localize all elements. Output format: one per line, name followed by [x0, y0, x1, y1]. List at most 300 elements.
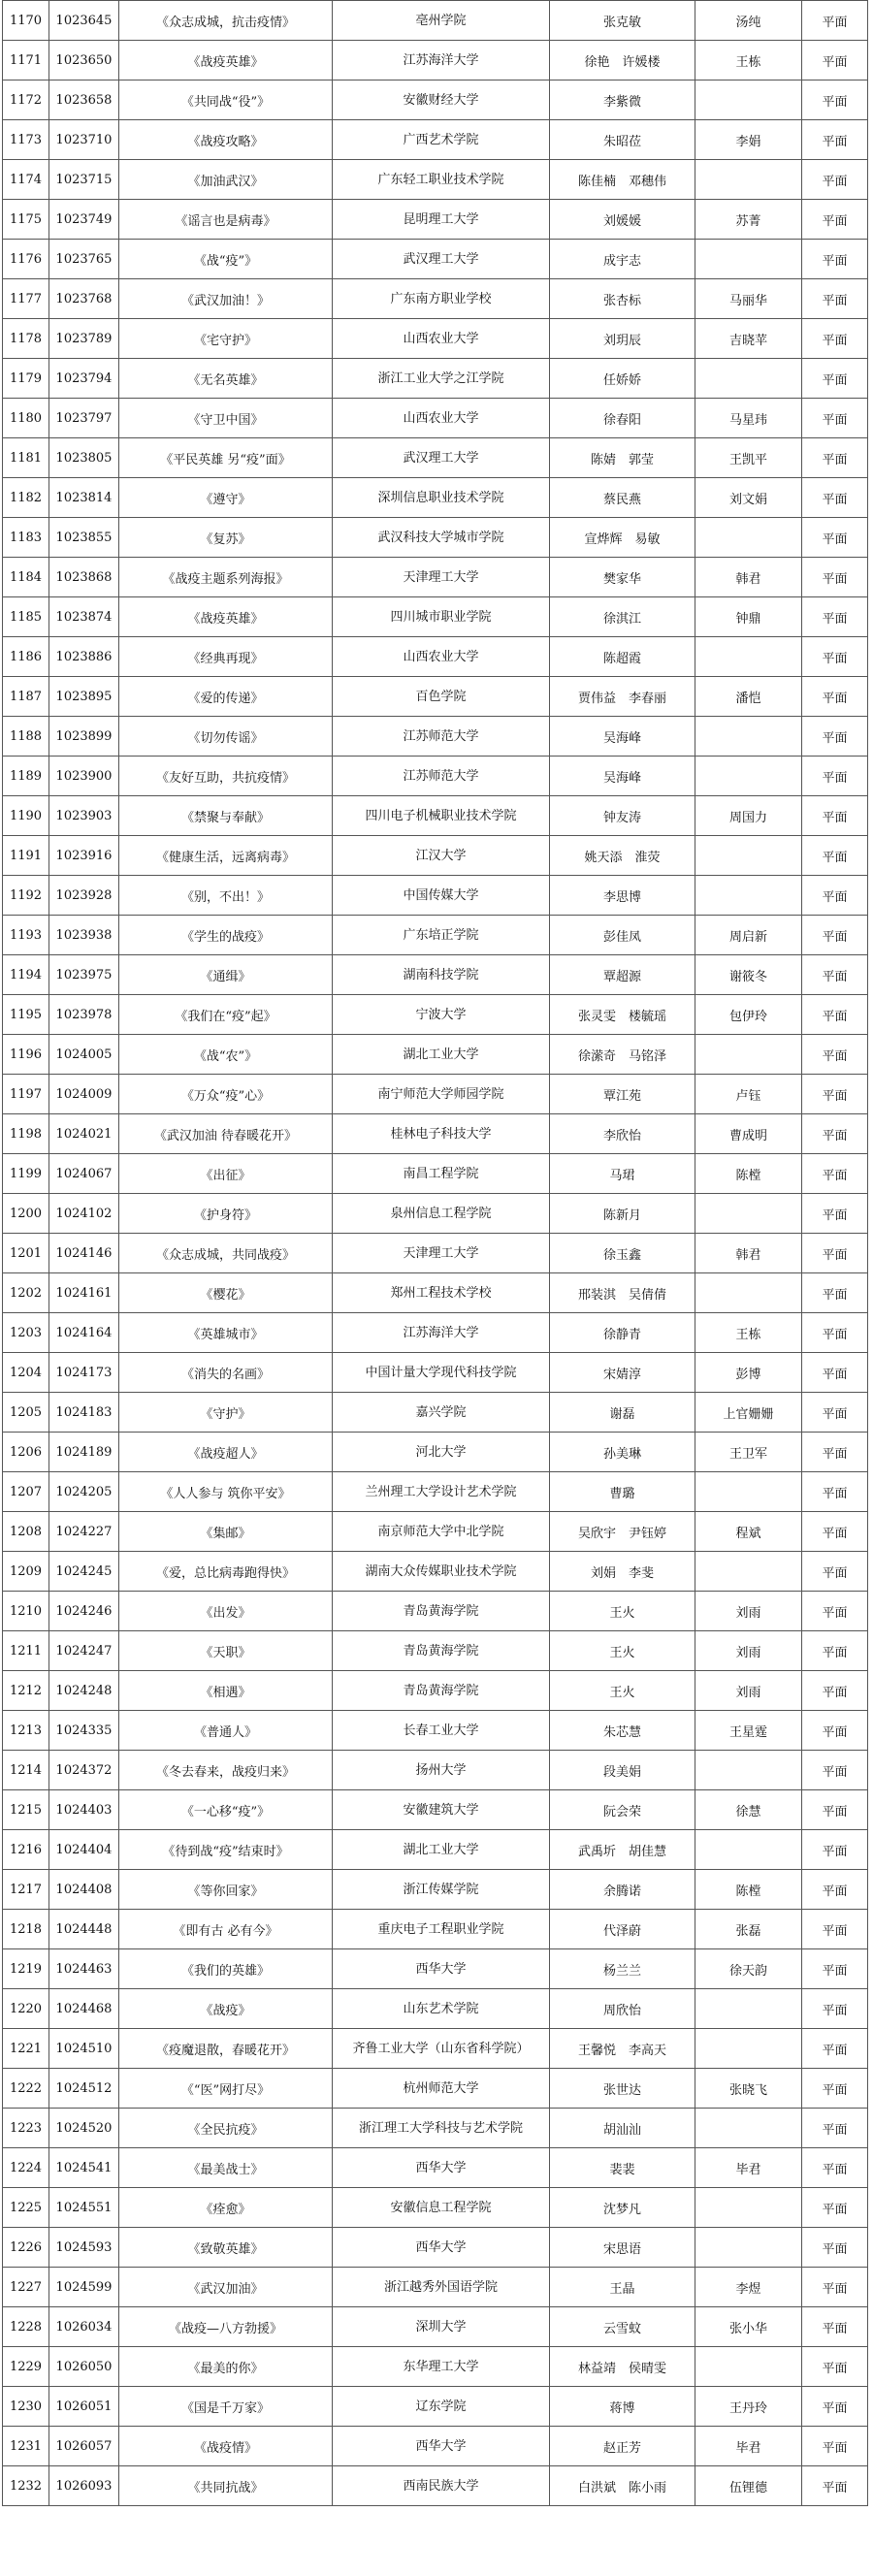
school-cell: 长春工业大学: [333, 1711, 550, 1751]
table-row: [3, 438, 868, 478]
row-number-cell: 1199: [3, 1154, 49, 1194]
tutor-cell: 刘雨: [695, 1592, 802, 1631]
school-cell: 湖北工业大学: [333, 1035, 550, 1075]
work-title-cell: 《待到战“疫”结束时》: [119, 1830, 333, 1870]
work-id-cell: 1024009: [49, 1075, 119, 1114]
category-cell: 平面: [802, 677, 868, 717]
school-cell: 青岛黄海学院: [333, 1592, 550, 1631]
work-title-cell: 《众志成城，抗击疫情》: [119, 1, 333, 41]
category-cell: 平面: [802, 160, 868, 200]
authors-cell: 武禹圻 胡佳慧: [550, 1830, 695, 1870]
table-row: [3, 1353, 868, 1393]
row-number-cell: 1217: [3, 1870, 49, 1910]
authors-cell: 刘媛媛: [550, 200, 695, 240]
category-cell: 平面: [802, 120, 868, 160]
table-row: [3, 1989, 868, 2029]
authors-cell: 刘玥辰: [550, 319, 695, 359]
work-id-cell: 1024246: [49, 1592, 119, 1631]
category-cell: 平面: [802, 995, 868, 1035]
tutor-cell: [695, 836, 802, 876]
category-cell: 平面: [802, 757, 868, 796]
authors-cell: 林益靖 侯晴雯: [550, 2347, 695, 2387]
category-cell: 平面: [802, 1949, 868, 1989]
category-cell: 平面: [802, 1393, 868, 1433]
work-title-cell: 《通缉》: [119, 955, 333, 995]
authors-cell: 朱芯慧: [550, 1711, 695, 1751]
row-number-cell: 1197: [3, 1075, 49, 1114]
work-title-cell: 《英雄城市》: [119, 1313, 333, 1353]
row-number-cell: 1202: [3, 1273, 49, 1313]
authors-cell: 吴海峰: [550, 717, 695, 757]
school-cell: 天津理工大学: [333, 558, 550, 597]
table-row: [3, 757, 868, 796]
row-number-cell: 1227: [3, 2268, 49, 2307]
tutor-cell: [695, 876, 802, 916]
row-number-cell: 1200: [3, 1194, 49, 1234]
school-cell: 亳州学院: [333, 1, 550, 41]
school-cell: 湖北工业大学: [333, 1830, 550, 1870]
work-title-cell: 《战疫》: [119, 1989, 333, 2029]
work-id-cell: 1023650: [49, 41, 119, 80]
category-cell: 平面: [802, 2148, 868, 2188]
tutor-cell: 王丹玲: [695, 2387, 802, 2427]
work-title-cell: 《我们的英雄》: [119, 1949, 333, 1989]
tutor-cell: 卢钰: [695, 1075, 802, 1114]
authors-cell: 覃超源: [550, 955, 695, 995]
category-cell: 平面: [802, 478, 868, 518]
school-cell: 广东南方职业学校: [333, 279, 550, 319]
category-cell: 平面: [802, 796, 868, 836]
table-row: [3, 2069, 868, 2109]
tutor-cell: 张晓飞: [695, 2069, 802, 2109]
work-id-cell: 1023645: [49, 1, 119, 41]
table-row: [3, 478, 868, 518]
work-id-cell: 1023899: [49, 717, 119, 757]
row-number-cell: 1171: [3, 41, 49, 80]
table-row: [3, 1114, 868, 1154]
tutor-cell: 李娟: [695, 120, 802, 160]
category-cell: 平面: [802, 1114, 868, 1154]
school-cell: 四川电子机械职业技术学院: [333, 796, 550, 836]
table-row: [3, 637, 868, 677]
authors-cell: 王火: [550, 1631, 695, 1671]
tutor-cell: 周启新: [695, 916, 802, 955]
category-cell: 平面: [802, 836, 868, 876]
authors-cell: 王晶: [550, 2268, 695, 2307]
work-id-cell: 1023978: [49, 995, 119, 1035]
school-cell: 安徽信息工程学院: [333, 2188, 550, 2228]
category-cell: 平面: [802, 1989, 868, 2029]
row-number-cell: 1177: [3, 279, 49, 319]
table-row: [3, 1234, 868, 1273]
work-title-cell: 《等你回家》: [119, 1870, 333, 1910]
work-id-cell: 1024161: [49, 1273, 119, 1313]
work-id-cell: 1024372: [49, 1751, 119, 1790]
category-cell: 平面: [802, 2029, 868, 2069]
work-id-cell: 1024510: [49, 2029, 119, 2069]
authors-cell: 谢磊: [550, 1393, 695, 1433]
category-cell: 平面: [802, 319, 868, 359]
table-row: [3, 2109, 868, 2148]
school-cell: 安徽财经大学: [333, 80, 550, 120]
tutor-cell: [695, 637, 802, 677]
category-cell: 平面: [802, 558, 868, 597]
tutor-cell: [695, 2347, 802, 2387]
school-cell: 广东轻工职业技术学院: [333, 160, 550, 200]
work-title-cell: 《共同抗战》: [119, 2466, 333, 2506]
work-title-cell: 《平民英雄 另“疫”面》: [119, 438, 333, 478]
tutor-cell: [695, 1273, 802, 1313]
work-id-cell: 1026093: [49, 2466, 119, 2506]
row-number-cell: 1229: [3, 2347, 49, 2387]
work-id-cell: 1024173: [49, 1353, 119, 1393]
row-number-cell: 1220: [3, 1989, 49, 2029]
table-row: [3, 876, 868, 916]
authors-cell: 吴欣宇 尹钰婷: [550, 1512, 695, 1552]
row-number-cell: 1195: [3, 995, 49, 1035]
category-cell: 平面: [802, 2069, 868, 2109]
table-row: [3, 1830, 868, 1870]
tutor-cell: 上官姗姗: [695, 1393, 802, 1433]
award-table-body: [3, 1, 868, 2506]
table-row: [3, 677, 868, 717]
authors-cell: 宣烨辉 易敏: [550, 518, 695, 558]
tutor-cell: 陈樘: [695, 1154, 802, 1194]
tutor-cell: [695, 1194, 802, 1234]
authors-cell: 陈新月: [550, 1194, 695, 1234]
work-title-cell: 《国是千万家》: [119, 2387, 333, 2427]
row-number-cell: 1223: [3, 2109, 49, 2148]
work-id-cell: 1023749: [49, 200, 119, 240]
work-title-cell: 《樱花》: [119, 1273, 333, 1313]
school-cell: 江苏师范大学: [333, 757, 550, 796]
tutor-cell: [695, 80, 802, 120]
work-id-cell: 1023814: [49, 478, 119, 518]
category-cell: 平面: [802, 1075, 868, 1114]
award-table: [2, 0, 868, 2506]
category-cell: 平面: [802, 80, 868, 120]
work-title-cell: 《战“疫”》: [119, 240, 333, 279]
table-row: [3, 1154, 868, 1194]
category-cell: 平面: [802, 1035, 868, 1075]
authors-cell: 余腾诺: [550, 1870, 695, 1910]
table-row: [3, 955, 868, 995]
work-id-cell: 1024512: [49, 2069, 119, 2109]
school-cell: 重庆电子工程职业学院: [333, 1910, 550, 1949]
work-id-cell: 1026051: [49, 2387, 119, 2427]
authors-cell: 阮会荣: [550, 1790, 695, 1830]
row-number-cell: 1196: [3, 1035, 49, 1075]
row-number-cell: 1198: [3, 1114, 49, 1154]
table-row: [3, 597, 868, 637]
authors-cell: 张灵雯 楼毓瑶: [550, 995, 695, 1035]
row-number-cell: 1174: [3, 160, 49, 200]
school-cell: 安徽建筑大学: [333, 1790, 550, 1830]
work-title-cell: 《即有古 必有今》: [119, 1910, 333, 1949]
category-cell: 平面: [802, 1472, 868, 1512]
row-number-cell: 1205: [3, 1393, 49, 1433]
table-row: [3, 1313, 868, 1353]
authors-cell: 马珺: [550, 1154, 695, 1194]
school-cell: 郑州工程技术学校: [333, 1273, 550, 1313]
school-cell: 兰州理工大学设计艺术学院: [333, 1472, 550, 1512]
work-id-cell: 1024468: [49, 1989, 119, 2029]
tutor-cell: 毕君: [695, 2148, 802, 2188]
authors-cell: 白洪斌 陈小雨: [550, 2466, 695, 2506]
category-cell: 平面: [802, 2347, 868, 2387]
work-id-cell: 1023874: [49, 597, 119, 637]
category-cell: 平面: [802, 955, 868, 995]
category-cell: 平面: [802, 597, 868, 637]
table-row: [3, 1870, 868, 1910]
school-cell: 江苏师范大学: [333, 717, 550, 757]
school-cell: 山西农业大学: [333, 637, 550, 677]
school-cell: 湖南大众传媒职业技术学院: [333, 1552, 550, 1592]
authors-cell: 周欣怡: [550, 1989, 695, 2029]
work-id-cell: 1023797: [49, 399, 119, 438]
tutor-cell: 王栋: [695, 1313, 802, 1353]
work-title-cell: 《守护》: [119, 1393, 333, 1433]
authors-cell: 孙美琳: [550, 1433, 695, 1472]
category-cell: 平面: [802, 1830, 868, 1870]
tutor-cell: [695, 160, 802, 200]
school-cell: 桂林电子科技大学: [333, 1114, 550, 1154]
category-cell: 平面: [802, 1154, 868, 1194]
authors-cell: 云雪蚊: [550, 2307, 695, 2347]
work-id-cell: 1024205: [49, 1472, 119, 1512]
work-id-cell: 1023855: [49, 518, 119, 558]
work-id-cell: 1024599: [49, 2268, 119, 2307]
tutor-cell: [695, 1751, 802, 1790]
authors-cell: 代泽蔚: [550, 1910, 695, 1949]
row-number-cell: 1210: [3, 1592, 49, 1631]
school-cell: 武汉理工大学: [333, 438, 550, 478]
category-cell: 平面: [802, 359, 868, 399]
table-row: [3, 1949, 868, 1989]
row-number-cell: 1228: [3, 2307, 49, 2347]
table-row: [3, 518, 868, 558]
row-number-cell: 1209: [3, 1552, 49, 1592]
work-title-cell: 《最美战士》: [119, 2148, 333, 2188]
tutor-cell: 刘雨: [695, 1631, 802, 1671]
school-cell: 西华大学: [333, 2228, 550, 2268]
work-title-cell: 《出发》: [119, 1592, 333, 1631]
tutor-cell: 彭博: [695, 1353, 802, 1393]
row-number-cell: 1190: [3, 796, 49, 836]
work-id-cell: 1023916: [49, 836, 119, 876]
table-row: [3, 399, 868, 438]
work-title-cell: 《学生的战疫》: [119, 916, 333, 955]
tutor-cell: 刘文娟: [695, 478, 802, 518]
school-cell: 湖南科技学院: [333, 955, 550, 995]
tutor-cell: [695, 717, 802, 757]
work-title-cell: 《加油武汉》: [119, 160, 333, 200]
row-number-cell: 1207: [3, 1472, 49, 1512]
table-row: [3, 796, 868, 836]
authors-cell: 陈超霞: [550, 637, 695, 677]
school-cell: 青岛黄海学院: [333, 1631, 550, 1671]
row-number-cell: 1221: [3, 2029, 49, 2069]
authors-cell: 姚天添 淮荧: [550, 836, 695, 876]
row-number-cell: 1178: [3, 319, 49, 359]
category-cell: 平面: [802, 1790, 868, 1830]
authors-cell: 张杏标: [550, 279, 695, 319]
category-cell: 平面: [802, 1353, 868, 1393]
category-cell: 平面: [802, 2427, 868, 2466]
authors-cell: 徐春阳: [550, 399, 695, 438]
table-row: [3, 1751, 868, 1790]
work-title-cell: 《众志成城，共同战疫》: [119, 1234, 333, 1273]
authors-cell: 陈婧 郭莹: [550, 438, 695, 478]
row-number-cell: 1219: [3, 1949, 49, 1989]
work-id-cell: 1024227: [49, 1512, 119, 1552]
work-title-cell: 《武汉加油 待春暖花开》: [119, 1114, 333, 1154]
row-number-cell: 1185: [3, 597, 49, 637]
tutor-cell: 韩君: [695, 558, 802, 597]
authors-cell: 李欣怡: [550, 1114, 695, 1154]
category-cell: 平面: [802, 876, 868, 916]
authors-cell: 钟友涛: [550, 796, 695, 836]
tutor-cell: 潘恺: [695, 677, 802, 717]
table-row: [3, 1592, 868, 1631]
tutor-cell: 王星霆: [695, 1711, 802, 1751]
work-title-cell: 《最美的你》: [119, 2347, 333, 2387]
work-title-cell: 《一心移“疫”》: [119, 1790, 333, 1830]
work-title-cell: 《战疫—八方勃援》: [119, 2307, 333, 2347]
work-id-cell: 1023868: [49, 558, 119, 597]
work-id-cell: 1023975: [49, 955, 119, 995]
work-id-cell: 1023903: [49, 796, 119, 836]
work-id-cell: 1023928: [49, 876, 119, 916]
tutor-cell: [695, 518, 802, 558]
tutor-cell: 包伊玲: [695, 995, 802, 1035]
work-id-cell: 1024463: [49, 1949, 119, 1989]
authors-cell: 张世达: [550, 2069, 695, 2109]
work-title-cell: 《集邮》: [119, 1512, 333, 1552]
authors-cell: 刘娟 李斐: [550, 1552, 695, 1592]
row-number-cell: 1206: [3, 1433, 49, 1472]
work-id-cell: 1024102: [49, 1194, 119, 1234]
work-id-cell: 1024067: [49, 1154, 119, 1194]
table-row: [3, 2387, 868, 2427]
school-cell: 江汉大学: [333, 836, 550, 876]
tutor-cell: [695, 2109, 802, 2148]
category-cell: 平面: [802, 2228, 868, 2268]
category-cell: 平面: [802, 637, 868, 677]
tutor-cell: 李煜: [695, 2268, 802, 2307]
work-title-cell: 《人人参与 筑你平安》: [119, 1472, 333, 1512]
work-id-cell: 1023805: [49, 438, 119, 478]
row-number-cell: 1193: [3, 916, 49, 955]
category-cell: 平面: [802, 1910, 868, 1949]
tutor-cell: 张小华: [695, 2307, 802, 2347]
work-id-cell: 1024335: [49, 1711, 119, 1751]
school-cell: 山西农业大学: [333, 319, 550, 359]
row-number-cell: 1211: [3, 1631, 49, 1671]
authors-cell: 徐潆奇 马铭泽: [550, 1035, 695, 1075]
tutor-cell: [695, 2188, 802, 2228]
row-number-cell: 1215: [3, 1790, 49, 1830]
tutor-cell: 马星玮: [695, 399, 802, 438]
table-row: [3, 200, 868, 240]
table-row: [3, 2307, 868, 2347]
category-cell: 平面: [802, 1512, 868, 1552]
tutor-cell: 徐慧: [695, 1790, 802, 1830]
row-number-cell: 1203: [3, 1313, 49, 1353]
tutor-cell: [695, 757, 802, 796]
category-cell: 平面: [802, 1671, 868, 1711]
row-number-cell: 1189: [3, 757, 49, 796]
school-cell: 广西艺术学院: [333, 120, 550, 160]
authors-cell: 沈梦凡: [550, 2188, 695, 2228]
work-id-cell: 1026050: [49, 2347, 119, 2387]
table-row: [3, 1075, 868, 1114]
work-title-cell: 《守卫中国》: [119, 399, 333, 438]
row-number-cell: 1218: [3, 1910, 49, 1949]
tutor-cell: 陈樘: [695, 1870, 802, 1910]
table-row: [3, 1194, 868, 1234]
row-number-cell: 1214: [3, 1751, 49, 1790]
work-title-cell: 《无名英雄》: [119, 359, 333, 399]
work-id-cell: 1024404: [49, 1830, 119, 1870]
tutor-cell: 韩君: [695, 1234, 802, 1273]
row-number-cell: 1192: [3, 876, 49, 916]
work-id-cell: 1024520: [49, 2109, 119, 2148]
table-row: [3, 1035, 868, 1075]
row-number-cell: 1204: [3, 1353, 49, 1393]
table-row: [3, 916, 868, 955]
work-title-cell: 《健康生活，远离病毒》: [119, 836, 333, 876]
category-cell: 平面: [802, 438, 868, 478]
work-title-cell: 《切勿传谣》: [119, 717, 333, 757]
table-row: [3, 2466, 868, 2506]
work-title-cell: 《出征》: [119, 1154, 333, 1194]
school-cell: 百色学院: [333, 677, 550, 717]
school-cell: 河北大学: [333, 1433, 550, 1472]
category-cell: 平面: [802, 399, 868, 438]
row-number-cell: 1172: [3, 80, 49, 120]
table-row: [3, 558, 868, 597]
row-number-cell: 1213: [3, 1711, 49, 1751]
authors-cell: 吴海峰: [550, 757, 695, 796]
work-id-cell: 1023768: [49, 279, 119, 319]
work-id-cell: 1024189: [49, 1433, 119, 1472]
authors-cell: 胡汕汕: [550, 2109, 695, 2148]
work-id-cell: 1023715: [49, 160, 119, 200]
authors-cell: 朱昭莅: [550, 120, 695, 160]
table-row: [3, 836, 868, 876]
table-row: [3, 1433, 868, 1472]
work-id-cell: 1023938: [49, 916, 119, 955]
row-number-cell: 1208: [3, 1512, 49, 1552]
work-title-cell: 《我们在“疫”起》: [119, 995, 333, 1035]
row-number-cell: 1181: [3, 438, 49, 478]
authors-cell: 彭佳凤: [550, 916, 695, 955]
row-number-cell: 1226: [3, 2228, 49, 2268]
row-number-cell: 1216: [3, 1830, 49, 1870]
work-id-cell: 1024183: [49, 1393, 119, 1433]
work-title-cell: 《护身符》: [119, 1194, 333, 1234]
category-cell: 平面: [802, 1234, 868, 1273]
table-row: [3, 1512, 868, 1552]
authors-cell: 蒋博: [550, 2387, 695, 2427]
category-cell: 平面: [802, 916, 868, 955]
work-title-cell: 《武汉加油》: [119, 2268, 333, 2307]
school-cell: 宁波大学: [333, 995, 550, 1035]
table-row: [3, 1393, 868, 1433]
work-title-cell: 《武汉加油！》: [119, 279, 333, 319]
authors-cell: 徐淇江: [550, 597, 695, 637]
